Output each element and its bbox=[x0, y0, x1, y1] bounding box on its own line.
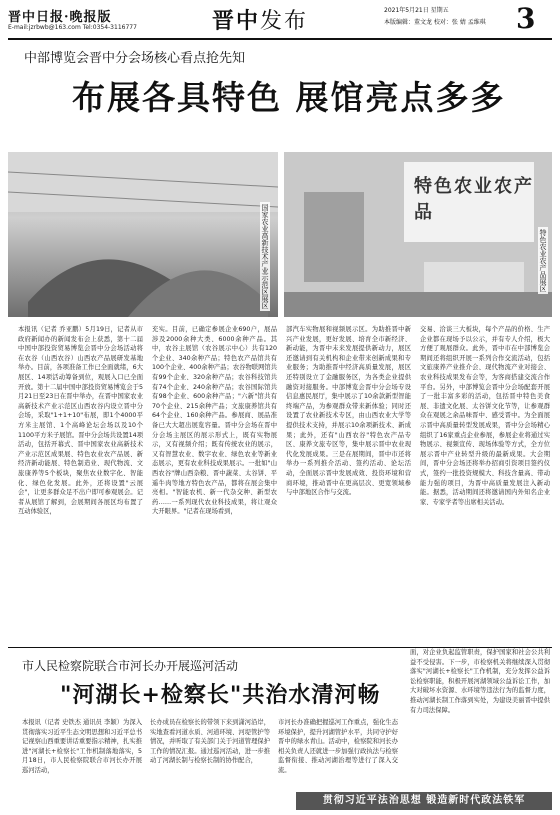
issue-date: 2021年5月21日 星期五 bbox=[384, 7, 449, 14]
lead-column-1: 本报讯（记者 乔亚鹏）5月19日，记者从市政府新闻办的新闻发布会上获悉，第十二届中国中部投资贸易博览会晋中分会场活动将在农谷（山西农谷）山西农产品展研发基地举办。目前，各项准备工作已全面就绪，6大展区、14项活动筹备到位，观展入口已全面开放。第十二届中国中部投资贸易博览会于5月21日至23日在晋中举办，在晋中国家农业高新技术产业示范区山西农谷内设立晋中分会场，采取"1+1+10"布展，即1个4000平方米主展馆、1个高峰论坛会场以及10个1100平方米子展馆。晋中分会场共设置14项活动，包括开幕式、晋中国家农业高新技术产业示范区成果展、特色农业农产品展、新经济新动能展、特色制造业、现代物流、文旅康养等5个板块，聚焦农业数字化、智能化、绿色化发展。此外，还将设置"云展会"，让更多群众足不出户即可参观展会。记者从展馆了解到，会展期间各展区均布置了互动体验区， bbox=[18, 326, 143, 516]
lead-column-3: 部汽车实物展和视频展示区。为助推晋中新兴产业发展，更好发展、培育全市新经济、新动能，为晋中未来发展提供新动力，展区还邀请到有关机构和企业带来创新成果和专业服务；为助推晋中经济高质量发展，展区还特别设立了金融服务区，为各类企业提供融资对接服务。中部博览会晋中分会场专设信息惠民展厅，集中展示了10余款新型智能终端产品，为参观群众带来新体验；同时还设置了农业新技术专区，由山西农业大学等提供技术支持，并展示10余项新技术、新成果；此外，还有"山西农谷"特色农产品专区、康养文旅专区等，集中展示晋中农业现代化发展成果。三是在展期间，晋中市还将举办一系列推介活动、签约活动、论坛活动，全面展示晋中发展成效、投资环境和营商环境，推动晋中在更高层次、更宽领域参与中部地区合作与交流。 bbox=[286, 326, 411, 497]
lead-headline: 布展各具特色 展馆亮点多多 bbox=[72, 78, 506, 117]
contact-line: E-mail:jzrbwb@163.com Tel:0354-3116777 bbox=[8, 24, 137, 31]
second-kicker: 市人民检察院联合市河长办开展巡河活动 bbox=[22, 659, 239, 673]
second-column-4: 面，对企业负起监管职责，保护国家和社会公共利益不受侵害。下一步，市检察机关将继续深入贯彻落实"河湖长+检察长"工作机制，充分发挥公益诉讼检察职能，积极开展河湖领域公益诉讼工作，加大对破坏水资源、水环境等违法行为的监督力度，推动河湖长制工作落到实处，为建设美丽晋中提供有力司法保障。 bbox=[410, 649, 550, 714]
newspaper-logo: 晋中日报·晚报版 bbox=[8, 10, 112, 25]
second-column-1: 本报讯（记者 史铁杰 通讯员 李颖）为深入贯彻落实习近平生态文明思想和习近平总书记视察山西重要讲话重要指示精神，扎实推进"河湖长+检察长"工作机制落地落实，5月18日，市人民检察院联合市河长办开展巡河活动， bbox=[22, 719, 142, 774]
lead-column-4: 交易、洽谈三大板块，每个产品的价格、生产企业都在现场予以公示，并有专人介绍，极大方便了观展群众。此外，晋中市在中部博览会期间还将组织开展一系列合作交流活动，包括文旅康养产业推介会、现代物流产业对接会、农业科技成果发布会等，为客商搭建交流合作平台。另外，中部博览会晋中分会场配套开展了一批丰富多彩的活动，包括晋中特色美食展、非遗文化展、太谷饼文化节等，让参观群众在观展之余品味晋中、感受晋中。为全面展示晋中高质量转型发展成果，晋中分会场精心组织了16家重点企业参展，参展企业将通过实物展示、视频宣传、现场体验等方式，全方位展示晋中产业转型升级的最新成果。大会期间，晋中分会场还将举办招商引资项目签约仪式，签约一批投资规模大、科技含量高、带动能力强的项目，为晋中高质量发展注入新动能。据悉，活动期间还将邀请国内外知名企业家、专家学者等出席相关活动。 bbox=[420, 326, 550, 506]
second-column-3: 市河长办准确把握巡河工作重点，强化生态环境保护，提升河湖管护水平，共同守护好晋中的绿水青山。活动中，检察院和河长办相关负责人还就进一步加强行政执法与检察监督衔接、推动河湖治理等进行了深入交流。 bbox=[278, 719, 398, 774]
section-title-sub: 发布 bbox=[260, 9, 309, 34]
second-column-2: 长办成员在检察长的带领下来到潇河沿岸，实地查看河道水质、河道环境、河堤管护等情况，并听取了有关部门关于河道管理保护工作的情况汇报。通过巡河活动，进一步推动了河湖长制与检察长制的协作配合， bbox=[150, 719, 270, 765]
top-rule bbox=[8, 38, 552, 40]
exhibition-photo-right bbox=[284, 152, 552, 317]
second-headline: "河湖长+检察长"共治水清河畅 bbox=[60, 682, 381, 708]
lead-column-2: 充实。目前，已确定参展企业690户，展品涉及2000余种大类、6000余种产品。其中，农谷主展馆（农谷展示中心）共有120个企业、340余种产品；特色农产品馆共有100个企业、400余种产品；农谷物联网馆共有99个企业、320余种产品；农谷科技馆共有74个企业、240余种产品；农谷国际馆共有98个企业、600余种产品；"六新"馆共有70个企业、215余种产品；文旅康养馆共有64个企业、160余种产品。参展商、展品准备已大大超出展览容量。晋中分会场在晋中分会场主展区的展示形式上，既有实物展示，又有视频介绍；既有传统农业的展示，又有智慧农业、数字农业、绿色农业等新业态展示，更有农业科技成果展示。一批如"山西农谷"牌山西杂粮、晋中蔬菜、太谷饼、平遥牛肉等地方特色农产品，都将在展会集中亮相。"智能农机、新一代杂交种、新型农药……一系列现代农业科技成果，将让观众大开眼界。"记者在现场看到， bbox=[152, 326, 277, 516]
photo-right-lettering: 特色农业农产品 bbox=[414, 176, 534, 223]
photo-right-caption: 特色农业农产品展区 bbox=[539, 229, 547, 292]
lead-kicker: 中部博览会晋中分会场核心看点抢先知 bbox=[24, 51, 246, 66]
lead-article-body bbox=[18, 325, 552, 645]
photo-left-caption: 国家农业高新技术产业示范区展区 bbox=[261, 204, 269, 309]
hall-structure-graphic bbox=[8, 152, 278, 317]
section-title bbox=[212, 4, 308, 35]
page-number: 3 bbox=[516, 2, 536, 35]
exhibition-photo-left bbox=[8, 152, 278, 317]
issue-staff: 本版编辑：董文龙 校对：张 婧 孟维琪 bbox=[384, 19, 486, 26]
slogan-banner: 贯彻习近平法治思想 锻造新时代政法铁军 bbox=[296, 792, 552, 810]
section-title-main: 晋中 bbox=[212, 8, 261, 34]
